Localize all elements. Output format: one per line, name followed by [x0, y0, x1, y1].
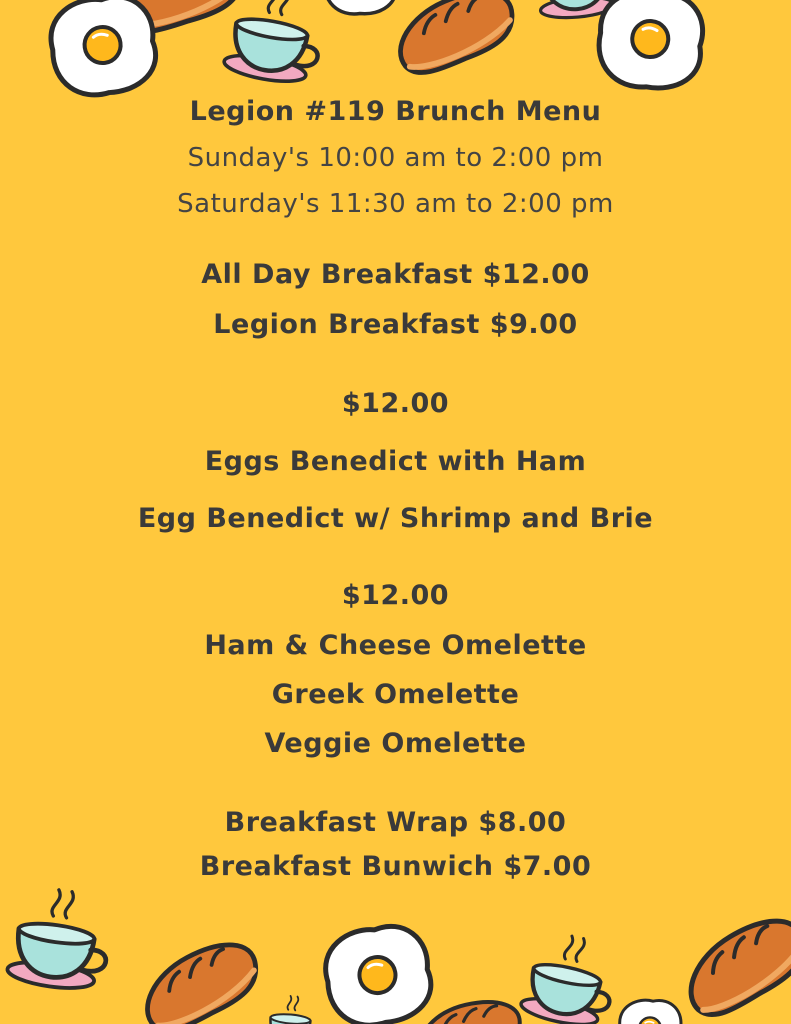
- teacup-icon: [6, 884, 115, 993]
- bread-icon: [674, 907, 791, 1024]
- legion-breakfast-item: Legion Breakfast $9.00: [213, 309, 578, 340]
- fried-egg-icon: [325, 0, 397, 14]
- bread-icon: [111, 0, 250, 38]
- greek-omelette-item: Greek Omelette: [271, 679, 520, 710]
- fried-egg-icon: [596, 0, 706, 92]
- hours-saturday: Saturday's 11:30 am to 2:00 pm: [177, 189, 614, 219]
- teacup-icon: [519, 929, 621, 1024]
- benedict-price: $12.00: [341, 388, 450, 419]
- breakfast-bunwich-item: Breakfast Bunwich $7.00: [199, 851, 592, 882]
- all-day-breakfast-item: All Day Breakfast $12.00: [201, 259, 590, 290]
- eggs-benedict-shrimp-item: Egg Benedict w/ Shrimp and Brie: [137, 503, 654, 534]
- menu-title: Legion #119 Brunch Menu: [189, 96, 602, 127]
- breakfast-wrap-item: Breakfast Wrap $8.00: [224, 807, 567, 838]
- veggie-omelette-item: Veggie Omelette: [264, 728, 527, 759]
- teacup-icon: [265, 994, 320, 1024]
- bread-icon: [416, 996, 525, 1024]
- teacup-icon: [222, 0, 328, 88]
- teacup-icon: [534, 0, 622, 20]
- bread-icon: [133, 932, 268, 1024]
- bread-icon: [388, 0, 522, 80]
- fried-egg-icon: [320, 920, 437, 1024]
- hours-sunday: Sunday's 10:00 am to 2:00 pm: [187, 143, 604, 173]
- omelette-price: $12.00: [341, 580, 450, 611]
- fried-egg-icon: [620, 1000, 681, 1024]
- ham-cheese-omelette-item: Ham & Cheese Omelette: [204, 630, 587, 661]
- eggs-benedict-ham-item: Eggs Benedict with Ham: [204, 446, 587, 477]
- fried-egg-icon: [46, 0, 161, 100]
